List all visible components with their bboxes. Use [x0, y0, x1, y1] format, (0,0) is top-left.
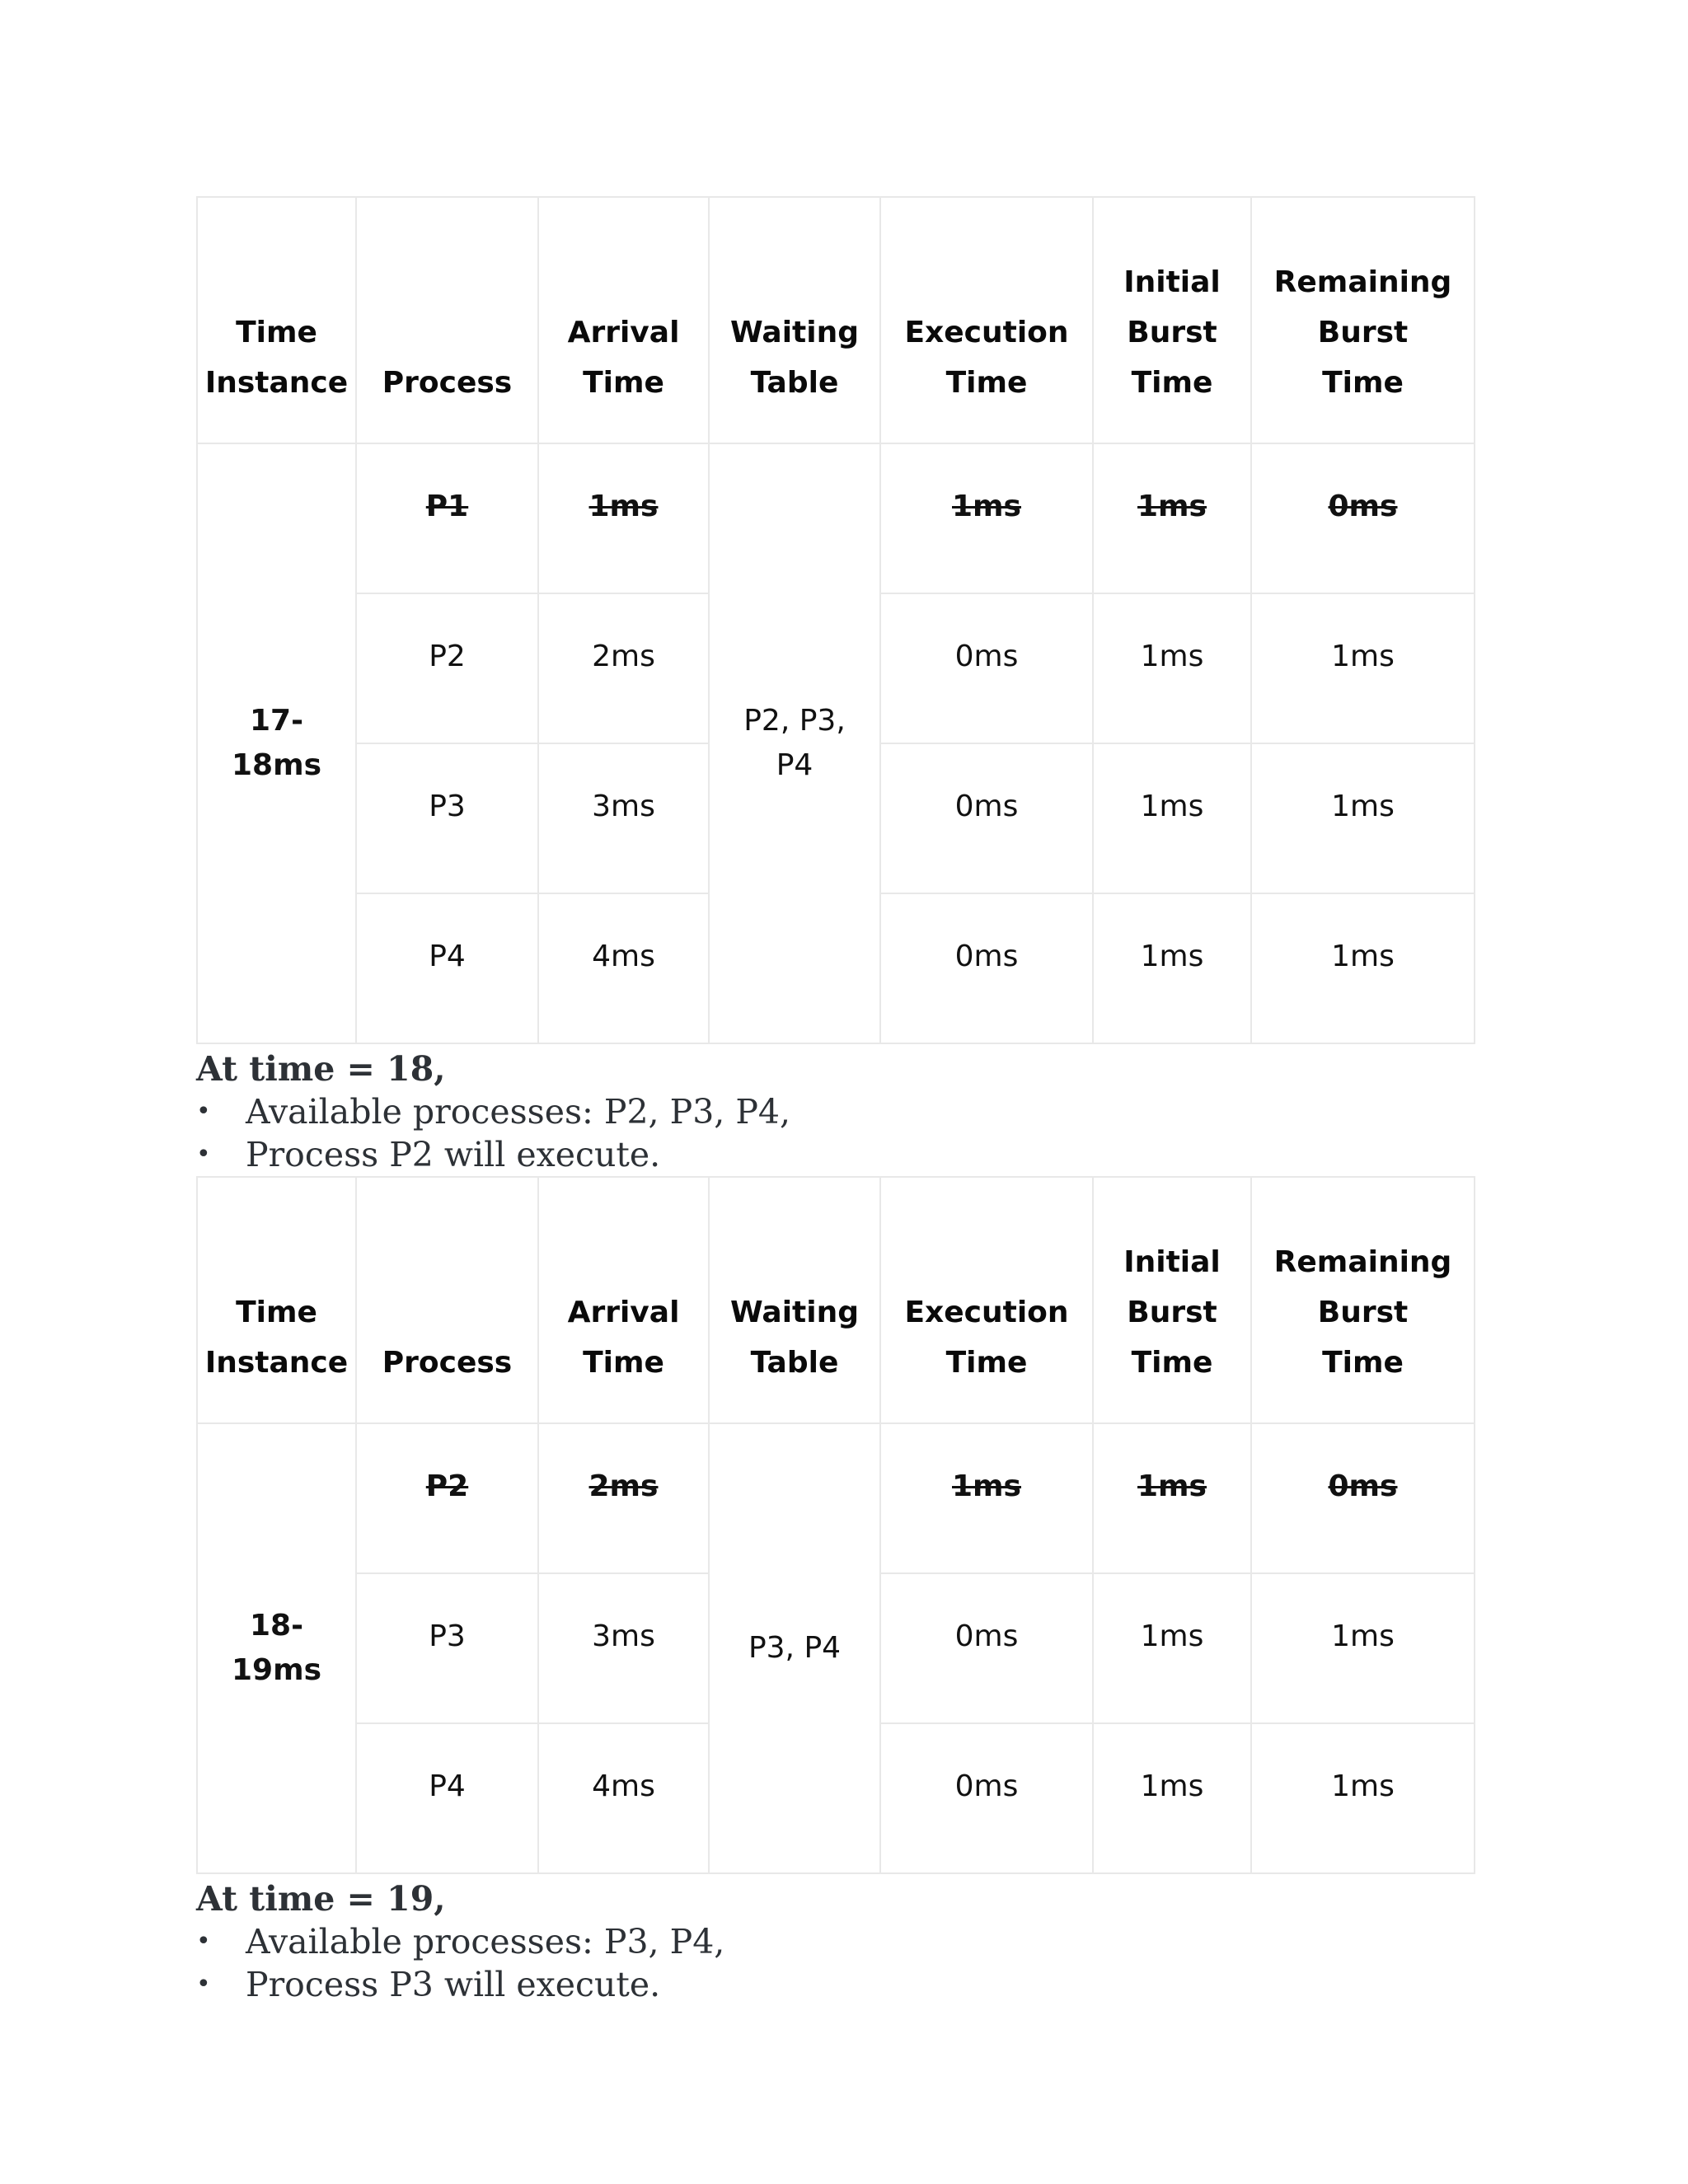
arrival-time-cell: 2ms [538, 593, 709, 743]
remaining-burst-cell: 1ms [1251, 743, 1475, 893]
arrival-time-cell: 2ms [538, 1423, 709, 1573]
initial-burst-cell: 1ms [1093, 443, 1251, 593]
initial-burst-cell: 1ms [1093, 593, 1251, 743]
process-cell: P4 [356, 1723, 538, 1873]
header-execution-time: Execution Time [880, 1177, 1093, 1423]
execution-time-cell: 0ms [880, 743, 1093, 893]
process-cell: P3 [356, 743, 538, 893]
header-arrival-time: Arrival Time [538, 197, 709, 443]
bullet-icon: • [196, 1970, 211, 1999]
table-header-row [197, 1177, 1475, 1423]
note-time-18 [196, 1047, 1482, 1176]
header-arrival-time: Arrival Time [538, 1177, 709, 1423]
header-process: Process [356, 197, 538, 443]
header-time-instance: Time Instance [197, 197, 356, 443]
note-heading: At time = 18, [196, 1049, 446, 1089]
arrival-time-cell: 4ms [538, 893, 709, 1043]
waiting-table-cell: P2, P3, P4 [709, 443, 880, 1043]
execution-time-cell: 0ms [880, 593, 1093, 743]
initial-burst-cell: 1ms [1093, 1723, 1251, 1873]
arrival-time-cell: 4ms [538, 1723, 709, 1873]
initial-burst-cell: 1ms [1093, 1423, 1251, 1573]
process-cell: P2 [356, 593, 538, 743]
header-time-instance: Time Instance [197, 1177, 356, 1423]
bullet-list [196, 1920, 1482, 2006]
list-item: • Process P3 will execute. [196, 1965, 661, 2004]
initial-burst-cell: 1ms [1093, 893, 1251, 1043]
header-execution-time: Execution Time [880, 197, 1093, 443]
remaining-burst-cell: 0ms [1251, 1423, 1475, 1573]
remaining-burst-cell: 1ms [1251, 1573, 1475, 1723]
bullet-icon: • [196, 1097, 211, 1126]
header-remaining-burst-time: Remaining Burst Time [1251, 1177, 1475, 1423]
process-cell: P2 [356, 1423, 538, 1573]
process-cell: P3 [356, 1573, 538, 1723]
execution-time-cell: 1ms [880, 1423, 1093, 1573]
list-item: • Available processes: P2, P3, P4, [196, 1092, 791, 1132]
table-row [197, 443, 1475, 593]
document-page [196, 196, 1482, 2006]
bullet-icon: • [196, 1927, 211, 1956]
header-initial-burst-time: Initial Burst Time [1093, 1177, 1251, 1423]
bullet-list [196, 1090, 1482, 1176]
scheduling-table-18-19 [196, 1176, 1475, 1874]
process-cell: P1 [356, 443, 538, 593]
arrival-time-cell: 1ms [538, 443, 709, 593]
waiting-table-cell: P3, P4 [709, 1423, 880, 1873]
list-item: • Available processes: P3, P4, [196, 1922, 725, 1961]
execution-time-cell: 0ms [880, 893, 1093, 1043]
arrival-time-cell: 3ms [538, 743, 709, 893]
remaining-burst-cell: 0ms [1251, 443, 1475, 593]
note-time-19 [196, 1877, 1482, 2006]
header-waiting-table: Waiting Table [709, 1177, 880, 1423]
initial-burst-cell: 1ms [1093, 743, 1251, 893]
scheduling-table-17-18 [196, 196, 1475, 1044]
bullet-icon: • [196, 1140, 211, 1169]
list-item: • Process P2 will execute. [196, 1135, 661, 1174]
note-heading: At time = 19, [196, 1879, 446, 1919]
execution-time-cell: 1ms [880, 443, 1093, 593]
initial-burst-cell: 1ms [1093, 1573, 1251, 1723]
header-waiting-table: Waiting Table [709, 197, 880, 443]
header-initial-burst-time: Initial Burst Time [1093, 197, 1251, 443]
table-row [197, 1423, 1475, 1573]
header-process: Process [356, 1177, 538, 1423]
execution-time-cell: 0ms [880, 1573, 1093, 1723]
arrival-time-cell: 3ms [538, 1573, 709, 1723]
execution-time-cell: 0ms [880, 1723, 1093, 1873]
process-cell: P4 [356, 893, 538, 1043]
remaining-burst-cell: 1ms [1251, 1723, 1475, 1873]
remaining-burst-cell: 1ms [1251, 893, 1475, 1043]
remaining-burst-cell: 1ms [1251, 593, 1475, 743]
time-instance-cell: 18- 19ms [197, 1423, 356, 1873]
time-instance-cell: 17- 18ms [197, 443, 356, 1043]
header-remaining-burst-time: Remaining Burst Time [1251, 197, 1475, 443]
table-header-row [197, 197, 1475, 443]
